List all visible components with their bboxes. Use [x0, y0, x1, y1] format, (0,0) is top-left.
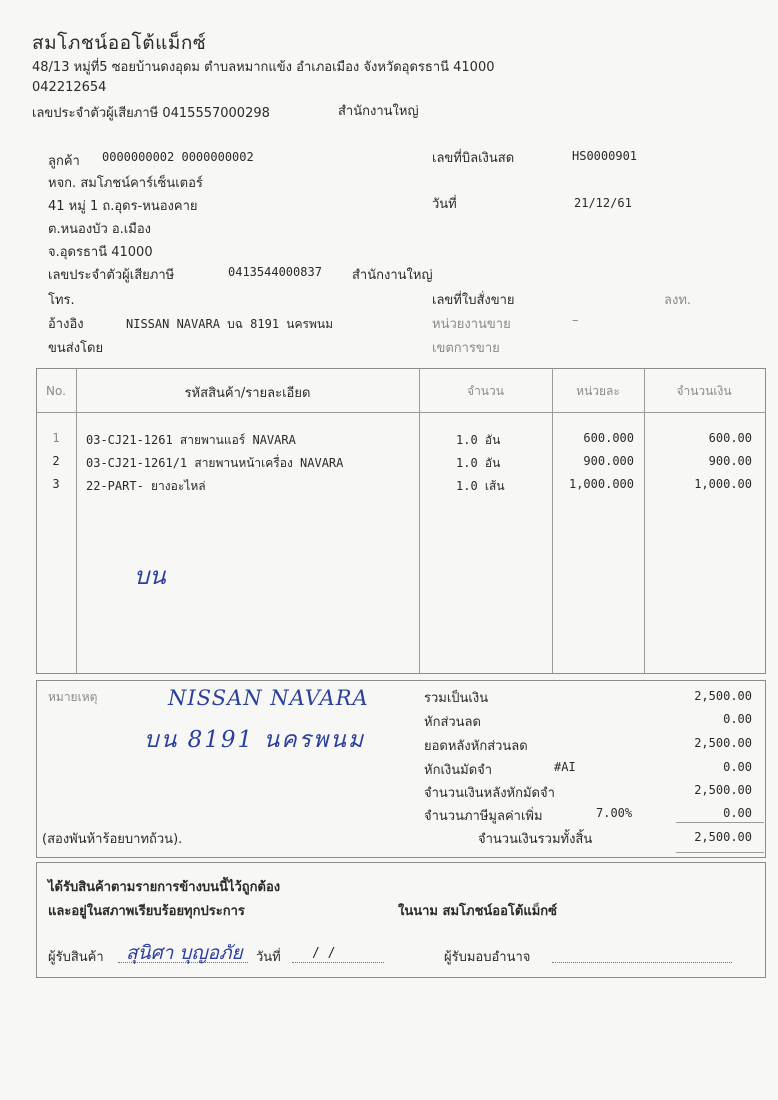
company-tax-id: เลขประจำตัวผู้เสียภาษี 0415557000298	[32, 106, 270, 121]
column-divider	[552, 368, 553, 673]
deposit-reference: #AI	[554, 760, 576, 774]
row-quantity: 1.0 เส้น	[456, 479, 505, 493]
sales-order-date-label: ลงท.	[664, 293, 692, 308]
bill-number: HS0000901	[572, 149, 638, 163]
column-divider	[644, 368, 645, 673]
discount-label: หักส่วนลด	[424, 715, 481, 730]
sales-unit-value: –	[572, 313, 579, 328]
row-description: 03-CJ21-1261/1 สายพานหน้าเครื่อง NAVARA	[86, 456, 344, 470]
after-discount-value: 2,500.00	[694, 736, 752, 750]
grand-total-top-rule	[676, 822, 764, 823]
bill-date: 21/12/61	[574, 196, 632, 210]
on-behalf-of: ในนาม สมโภชน์ออโต้แม็กซ์	[398, 904, 557, 919]
header-amount: จำนวนเงิน	[676, 384, 732, 398]
shipped-by-label: ขนส่งโดย	[48, 341, 104, 356]
receiver-label: ผู้รับสินค้า	[48, 950, 104, 965]
phone-label: โทร.	[48, 293, 75, 308]
receive-date-label: วันที่	[256, 950, 281, 965]
sales-unit-label: หน่วยงานขาย	[432, 317, 511, 332]
authorized-signature-line	[552, 962, 732, 963]
row-amount: 900.00	[708, 454, 752, 468]
customer-branch: สำนักงานใหญ่	[352, 268, 433, 283]
row-no: 3	[52, 477, 60, 491]
customer-address-line2: ต.หนองบัว อ.เมือง	[48, 222, 151, 237]
vat-label: จำนวนภาษีมูลค่าเพิ่ม	[424, 809, 543, 824]
remarks-handwriting-line1: NISSAN NAVARA	[168, 686, 369, 710]
row-description: 03-CJ21-1261 สายพานแอร์ NAVARA	[86, 433, 296, 447]
received-statement-line2: และอยู่ในสภาพเรียบร้อยทุกประการ	[48, 904, 245, 919]
receive-date-line	[292, 962, 384, 963]
sales-order-label: เลขที่ใบสั่งขาย	[432, 293, 515, 308]
customer-tax-id: 0413544000837	[228, 265, 322, 279]
vat-value: 0.00	[723, 806, 752, 820]
receive-date-blank: / /	[312, 946, 336, 961]
customer-codes: 0000000002 0000000002	[102, 150, 254, 164]
after-deposit-value: 2,500.00	[694, 783, 752, 797]
handwritten-note: บน	[134, 562, 166, 590]
column-divider	[419, 368, 420, 673]
header-no: No.	[46, 384, 66, 398]
row-unit-price: 1,000.000	[568, 477, 634, 491]
items-table	[36, 368, 766, 674]
authorized-label: ผู้รับมอบอำนาจ	[444, 950, 531, 965]
row-unit-price: 900.000	[583, 454, 634, 468]
column-divider	[76, 368, 77, 673]
after-discount-label: ยอดหลังหักส่วนลด	[424, 739, 528, 754]
remarks-handwriting-line2: บน 8191 นครพนม	[144, 727, 365, 753]
customer-label: ลูกค้า	[48, 154, 80, 169]
row-no: 2	[52, 454, 60, 468]
header-quantity: จำนวน	[467, 384, 504, 398]
company-phone: 042212654	[32, 80, 107, 95]
row-amount: 600.00	[708, 431, 752, 445]
customer-tax-label: เลขประจำตัวผู้เสียภาษี	[48, 268, 175, 283]
discount-value: 0.00	[723, 712, 752, 726]
row-unit-price: 600.000	[583, 431, 634, 445]
grand-total-label: จำนวนเงินรวมทั้งสิ้น	[478, 832, 593, 847]
company-branch: สำนักงานใหญ่	[338, 104, 419, 119]
customer-address-line1: 41 หมู่ 1 ถ.อุดร-หนองคาย	[48, 199, 198, 214]
amount-in-words: (สองพันห้าร้อยบาทถ้วน).	[42, 832, 183, 847]
subtotal-label: รวมเป็นเงิน	[424, 691, 489, 706]
date-label: วันที่	[432, 197, 457, 212]
row-no: 1	[52, 431, 60, 445]
reference-label: อ้างอิง	[48, 317, 84, 332]
customer-name: หจก. สมโภชน์คาร์เซ็นเตอร์	[48, 176, 203, 191]
receiver-signature: สุนิศา บุญอภัย	[126, 942, 243, 964]
table-header-divider	[36, 412, 766, 413]
remarks-label: หมายเหตุ	[48, 690, 98, 704]
row-quantity: 1.0 อัน	[456, 433, 501, 447]
subtotal-value: 2,500.00	[694, 689, 752, 703]
row-quantity: 1.0 อัน	[456, 456, 501, 470]
row-amount: 1,000.00	[694, 477, 752, 491]
header-description: รหัสสินค้า/รายละเอียด	[184, 386, 311, 401]
vat-rate: 7.00%	[596, 806, 633, 820]
row-description: 22-PART- ยางอะไหล่	[86, 479, 206, 493]
received-statement-line1: ได้รับสินค้าตามรายการข้างบนนี้ไว้ถูกต้อง	[48, 880, 281, 895]
reference-value: NISSAN NAVARA บฉ 8191 นครพนม	[126, 317, 333, 331]
header-unit-price: หน่วยละ	[576, 384, 620, 398]
after-deposit-label: จำนวนเงินหลังหักมัดจำ	[424, 786, 555, 801]
bill-number-label: เลขที่บิลเงินสด	[432, 151, 515, 166]
company-name: สมโภชน์ออโต้แม็กซ์	[32, 32, 207, 54]
sales-area-label: เขตการขาย	[432, 341, 500, 356]
company-address: 48/13 หมู่ที่5 ซอยบ้านดงอุดม ตำบลหมากแข้ง อำเภอเมือง จังหวัดอุดรธานี 41000	[32, 60, 495, 75]
deposit-label: หักเงินมัดจำ	[424, 763, 493, 778]
customer-address-line3: จ.อุดรธานี 41000	[48, 245, 153, 260]
grand-total-value: 2,500.00	[694, 830, 752, 844]
grand-total-bottom-rule	[676, 852, 764, 853]
deposit-value: 0.00	[723, 760, 752, 774]
